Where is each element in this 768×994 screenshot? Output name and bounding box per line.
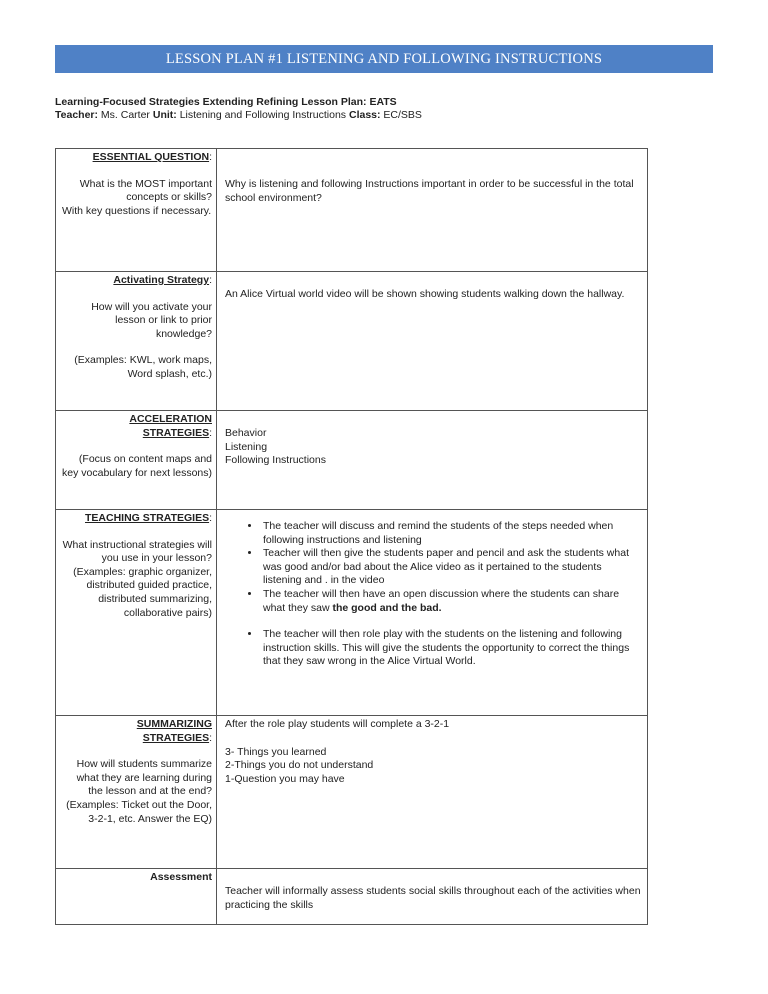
teaching-prompt: What instructional strategies will you use in your lesson? (Examples: graphic organizer, distributed guided practice, distributed summarizing, collaborative pairs): [62, 538, 212, 619]
lesson-plan-table: [55, 148, 648, 925]
lesson-plan-banner: [55, 45, 713, 73]
acceleration-heading: ACCELERATION: [129, 413, 212, 425]
row-acceleration-strategies: [56, 411, 648, 510]
plan-type-line: [55, 96, 397, 109]
unit-label: Unit:: [152, 109, 177, 121]
essential-heading: ESSENTIAL QUESTION: [92, 151, 210, 163]
assessment-content-cell: [217, 869, 648, 925]
teaching-bullet-list-2: [217, 628, 641, 669]
teacher-label: Teacher:: [55, 109, 98, 121]
essential-content-cell: [217, 149, 648, 272]
teacher-line: [55, 109, 422, 122]
summarizing-item: 2-Things you do not understand: [225, 759, 374, 772]
teacher-name: Ms. Carter: [100, 109, 150, 121]
row-activating-strategy: [56, 272, 648, 411]
teaching-content-cell: [217, 510, 648, 716]
row-essential-question: [56, 149, 648, 272]
acceleration-item: Listening: [225, 440, 268, 453]
summarizing-intro: After the role play students will complete a 3-2-1: [225, 718, 450, 730]
teaching-heading: TEACHING STRATEGIES: [85, 512, 210, 524]
activating-label-cell: Activating Strategy: How will you activate your lesson or link to prior knowledge? (Examples: KWL, work maps, Word splash, etc.): [56, 272, 217, 411]
banner-title: LESSON PLAN #1 LISTENING AND FOLLOWING INSTRUCTIONS: [165, 50, 603, 67]
row-assessment: [56, 869, 648, 925]
activating-prompt: How will you activate your lesson or link to prior knowledge?: [91, 300, 212, 340]
summarizing-content-cell: [217, 716, 648, 869]
acceleration-item: Behavior: [225, 427, 267, 439]
essential-prompt-2: With key questions if necessary.: [62, 204, 212, 217]
bullet3-text: The teacher will then have an open discussion where the students can share what they saw: [263, 587, 620, 614]
activating-heading: Activating Strategy: [113, 274, 210, 286]
list-item: • The teacher will then role play with the students on the listening and following instruction skills. This will give the students the opportunity to correct the things that they saw wrong in the Alice Virtual World.: [261, 628, 641, 669]
acceleration-heading-2: STRATEGIES: [142, 426, 210, 439]
essential-prompt: What is the MOST important concepts or skills?: [79, 177, 212, 204]
activating-strategy-text: An Alice Virtual world video will be shown showing students walking down the hallway.: [225, 288, 625, 300]
activating-examples: (Examples: KWL, work maps, Word splash, etc.): [74, 354, 212, 380]
assessment-label-cell: [56, 869, 217, 925]
acceleration-content-cell: [217, 411, 648, 510]
summarizing-item: 3- Things you learned: [225, 745, 327, 758]
summarizing-heading-2: STRATEGIES: [142, 731, 210, 744]
unit-name: Listening and Following Instructions: [179, 109, 347, 121]
row-summarizing-strategies: [56, 716, 648, 869]
list-item: [261, 588, 641, 615]
row-teaching-strategies: [56, 510, 648, 716]
summarizing-item: 1-Question you may have: [225, 772, 345, 785]
teaching-label-cell: TEACHING STRATEGIES: What instructional strategies will you use in your lesson? (Examples: graphic organizer, distributed guided practice, distributed summarizing, collaborative pairs): [56, 510, 217, 716]
list-item: • Teacher will then give the students paper and pencil and ask the students what was good and/or bad about the Alice video as it pertained to the students listening and . in the video: [261, 547, 641, 588]
summarizing-prompt: How will students summarize what they are learning during the lesson and at the end? (Examples: Ticket out the Door, 3-2-1, etc. Answer the EQ): [66, 758, 212, 825]
plan-type: Learning-Focused Strategies Extending Refining Lesson Plan: EATS: [55, 96, 397, 108]
class-name: EC/SBS: [383, 109, 422, 121]
teaching-bullet-list: [217, 520, 641, 615]
acceleration-item: Following Instructions: [225, 454, 326, 467]
essential-label-cell: ESSENTIAL QUESTION: What is the MOST important concepts or skills? With key questions if necessary.: [56, 149, 217, 272]
class-label: Class:: [348, 109, 381, 121]
acceleration-label-cell: ACCELERATION STRATEGIES: (Focus on content maps and key vocabulary for next lessons): [56, 411, 217, 510]
summarizing-label-cell: SUMMARIZING STRATEGIES: How will students summarize what they are learning during the lesson and at the end? (Examples: Ticket out the Door, 3-2-1, etc. Answer the EQ): [56, 716, 217, 869]
summarizing-heading: SUMMARIZING: [136, 718, 212, 730]
bullet3-bold: the good and the bad.: [332, 601, 442, 614]
assessment-text: Teacher will informally assess students social skills throughout each of the activities when practicing the skills: [225, 885, 641, 911]
list-item: • The teacher will discuss and remind the students of the steps needed when following instructions and listening: [261, 520, 641, 547]
activating-content-cell: [217, 272, 648, 411]
acceleration-prompt: (Focus on content maps and key vocabulary for next lessons): [62, 453, 212, 479]
assessment-heading: Assessment: [150, 871, 212, 883]
essential-question-text: Why is listening and following Instructions important in order to be successful in the total school environment?: [225, 178, 634, 204]
